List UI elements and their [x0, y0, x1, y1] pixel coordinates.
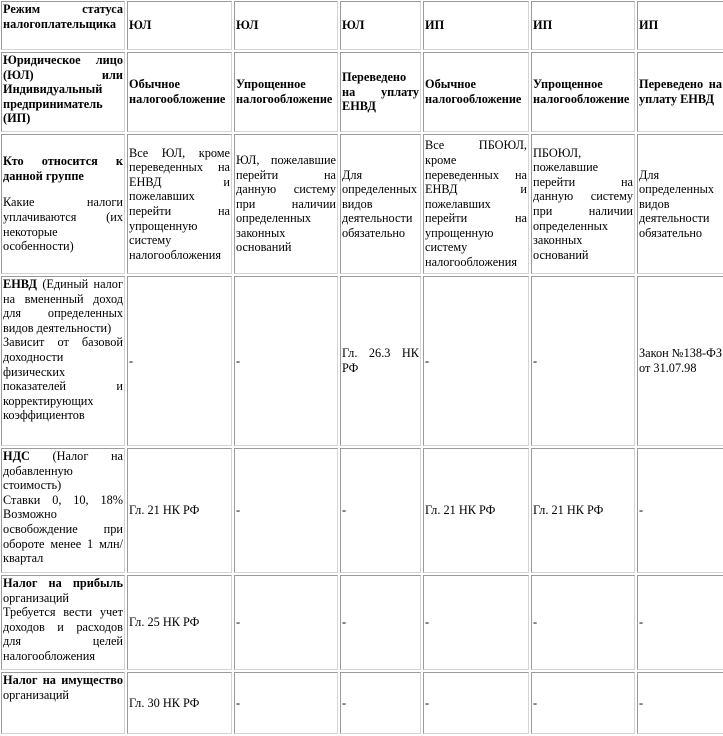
tax-cell: -	[423, 276, 529, 446]
who-cell: ПБОЮЛ, пожелавшие перейти на данную систему при наличии определенных законных оснований	[531, 134, 635, 274]
who-row-label	[1, 134, 125, 274]
tax-cell: -	[340, 448, 421, 573]
regime-row-label: Юридическое лицо (ЮЛ) или Индивидуальный предприниматель (ИП)	[1, 52, 125, 132]
who-cell: Для определенных видов деятельности обязательно	[340, 134, 421, 274]
tax-name: Налог на прибыль	[3, 576, 123, 590]
regime-cell: Обычное налогообложение	[423, 52, 529, 132]
tax-cell: -	[637, 448, 723, 573]
tax-description: (Единый налог на вмененный доход для определенных видов деятельности)	[3, 277, 123, 335]
tax-description: (Налог на добавленную стоимость)	[3, 449, 123, 493]
tax-row-envd	[1, 276, 723, 446]
regime-row	[1, 52, 723, 132]
tax-cell: -	[423, 672, 529, 734]
tax-row-profit	[1, 575, 723, 670]
tax-cell: -	[637, 672, 723, 734]
tax-cell: -	[234, 575, 338, 670]
header-row	[1, 1, 723, 50]
regime-cell: Упрощенное налогообложение	[234, 52, 338, 132]
tax-description: организаций	[3, 590, 70, 605]
tax-cell: Гл. 21 НК РФ	[423, 448, 529, 573]
regime-cell: Переведено на уплату ЕНВД	[637, 52, 723, 132]
tax-cell: -	[340, 672, 421, 734]
tax-cell: -	[423, 575, 529, 670]
who-cell: ЮЛ, пожелавшие перейти на данную систему при наличии определенных законных оснований	[234, 134, 338, 274]
tax-label	[1, 575, 125, 670]
taxpayer-type-cell: ИП	[637, 1, 723, 50]
taxpayer-type-cell: ЮЛ	[127, 1, 232, 50]
tax-cell: -	[234, 276, 338, 446]
tax-cell: -	[531, 575, 635, 670]
who-row-note: Какие налоги уплачиваются (их некоторые особенности)	[3, 195, 123, 254]
tax-row-vat	[1, 448, 723, 573]
who-cell: Для определенных видов деятельности обязательно	[637, 134, 723, 274]
tax-cell: -	[234, 448, 338, 573]
tax-description: организаций	[3, 687, 70, 702]
who-row-title: Кто относится к данной группе	[3, 154, 123, 183]
who-cell: Все ПБОЮЛ, кроме переведенных на ЕНВД и пожелавших перейти на упрощенную систему налогообложения	[423, 134, 529, 274]
tax-cell: -	[127, 276, 232, 446]
tax-cell: Гл. 21 НК РФ	[531, 448, 635, 573]
tax-label	[1, 276, 125, 446]
tax-label	[1, 448, 125, 573]
tax-cell: Гл. 30 НК РФ	[127, 672, 232, 734]
who-row	[1, 134, 723, 274]
tax-cell: Гл. 21 НК РФ	[127, 448, 232, 573]
tax-name: ЕНВД	[3, 277, 37, 291]
tax-cell: -	[531, 276, 635, 446]
tax-note: Ставки 0, 10, 18% Возможно освобождение при обороте менее 1 млн/квартал	[3, 492, 123, 566]
regime-cell: Упрощенное налогообложение	[531, 52, 635, 132]
taxpayer-type-cell: ИП	[531, 1, 635, 50]
tax-cell: Гл. 25 НК РФ	[127, 575, 232, 670]
taxpayer-type-cell: ЮЛ	[340, 1, 421, 50]
regime-cell: Переведено на уплату ЕНВД	[340, 52, 421, 132]
who-cell: Все ЮЛ, кроме переведенных на ЕНВД и пожелавших перейти на упрощенную систему налогообложения	[127, 134, 232, 274]
tax-note: Требуется вести учет доходов и расходов для целей налогообложения	[3, 605, 123, 663]
taxpayer-type-cell: ИП	[423, 1, 529, 50]
tax-name: Налог на имущество	[3, 673, 123, 687]
header-row-label: Режим статуса налогоплательщика	[1, 1, 125, 50]
tax-cell: -	[531, 672, 635, 734]
tax-cell: Закон №138-ФЗ от 31.07.98	[637, 276, 723, 446]
tax-cell: -	[234, 672, 338, 734]
regime-cell: Обычное налогообложение	[127, 52, 232, 132]
tax-cell: -	[340, 575, 421, 670]
tax-cell: -	[637, 575, 723, 670]
tax-cell: Гл. 26.3 НК РФ	[340, 276, 421, 446]
tax-note: Зависит от базовой доходности физических показателей и корректирующих коэффициентов	[3, 335, 123, 423]
taxpayer-type-cell: ЮЛ	[234, 1, 338, 50]
tax-name: НДС	[3, 449, 30, 463]
